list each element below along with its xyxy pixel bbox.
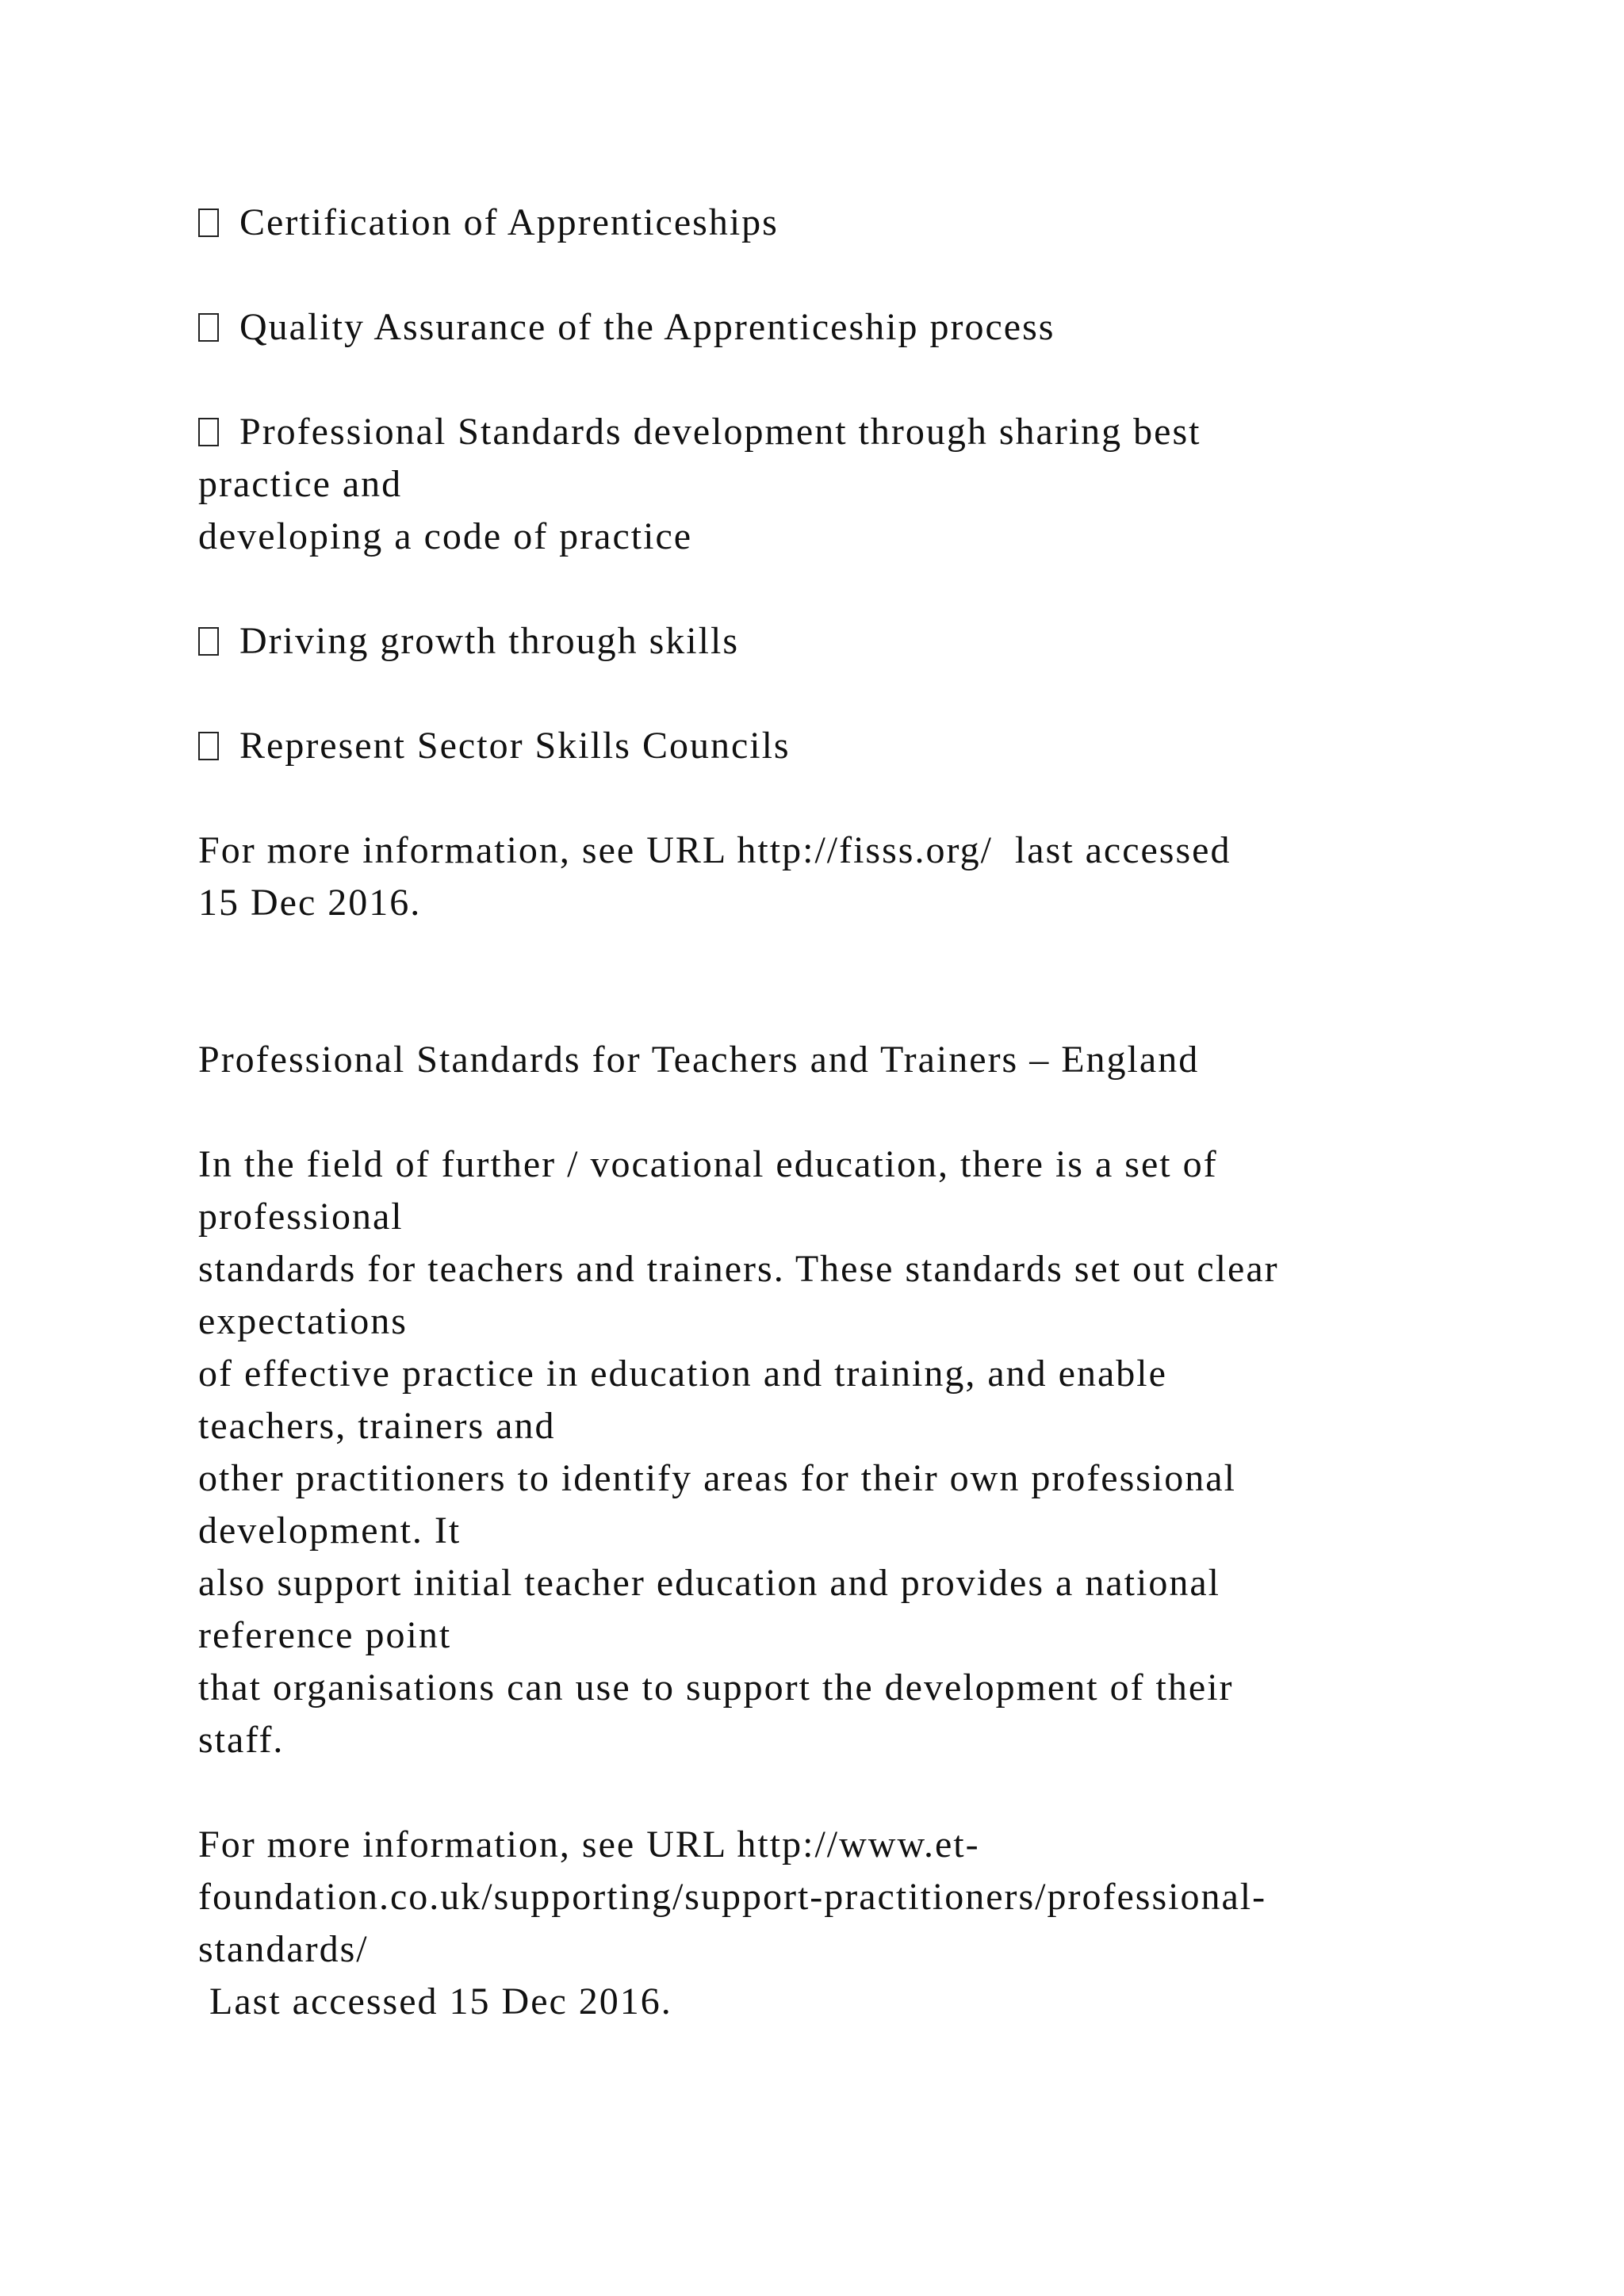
bullet-box-icon: [198, 418, 219, 446]
bullet-box-icon: [198, 732, 219, 760]
bullet-item: [198, 197, 779, 249]
paragraph-line: reference point: [198, 1614, 452, 1656]
bullet-box-icon: [198, 209, 219, 237]
paragraph-line: staff.: [198, 1719, 285, 1761]
paragraph-line: teachers, trainers and: [198, 1405, 556, 1447]
bullet-text: Certification of Apprenticeships: [239, 201, 779, 243]
bullet-text: Represent Sector Skills Councils: [239, 725, 791, 767]
bullet-text: Quality Assurance of the Apprenticeship process: [239, 306, 1055, 348]
paragraph-line: standards for teachers and trainers. These standards set out clear: [198, 1248, 1279, 1290]
etf-info-line: For more information, see URL http://www.et-: [198, 1823, 980, 1866]
paragraph-line: expectations: [198, 1300, 408, 1342]
fisss-info-line: For more information, see URL http://fisss.org/ last accessed: [198, 829, 1231, 871]
bullet-text: Professional Standards development through sharing best: [239, 411, 1201, 453]
paragraph-line: professional: [198, 1196, 404, 1238]
etf-info-line: foundation.co.uk/supporting/support-practitioners/professional-: [198, 1876, 1267, 1918]
bullet-box-icon: [198, 627, 219, 656]
paragraph-line: In the field of further / vocational education, there is a set of: [198, 1143, 1218, 1185]
paragraph-line: of effective practice in education and training, and enable: [198, 1353, 1167, 1395]
bullet-box-icon: [198, 313, 219, 342]
etf-info-line: standards/: [198, 1928, 369, 1970]
section-heading: Professional Standards for Teachers and Trainers – England: [198, 1039, 1200, 1081]
bullet-continuation: developing a code of practice: [198, 515, 693, 557]
paragraph-line: also support initial teacher education and provides a national: [198, 1562, 1220, 1604]
paragraph-line: other practitioners to identify areas for their own professional: [198, 1457, 1236, 1499]
fisss-info-line: 15 Dec 2016.: [198, 882, 422, 924]
paragraph-line: development. It: [198, 1510, 462, 1552]
bullet-item: [198, 720, 791, 772]
bullet-item: [198, 406, 1201, 458]
bullet-text: Driving growth through skills: [239, 620, 739, 662]
bullet-continuation: practice and: [198, 463, 403, 505]
paragraph-line: that organisations can use to support the development of their: [198, 1667, 1234, 1709]
bullet-item: [198, 301, 1055, 354]
etf-info-line: Last accessed 15 Dec 2016.: [198, 1980, 672, 2022]
bullet-item: [198, 615, 739, 668]
